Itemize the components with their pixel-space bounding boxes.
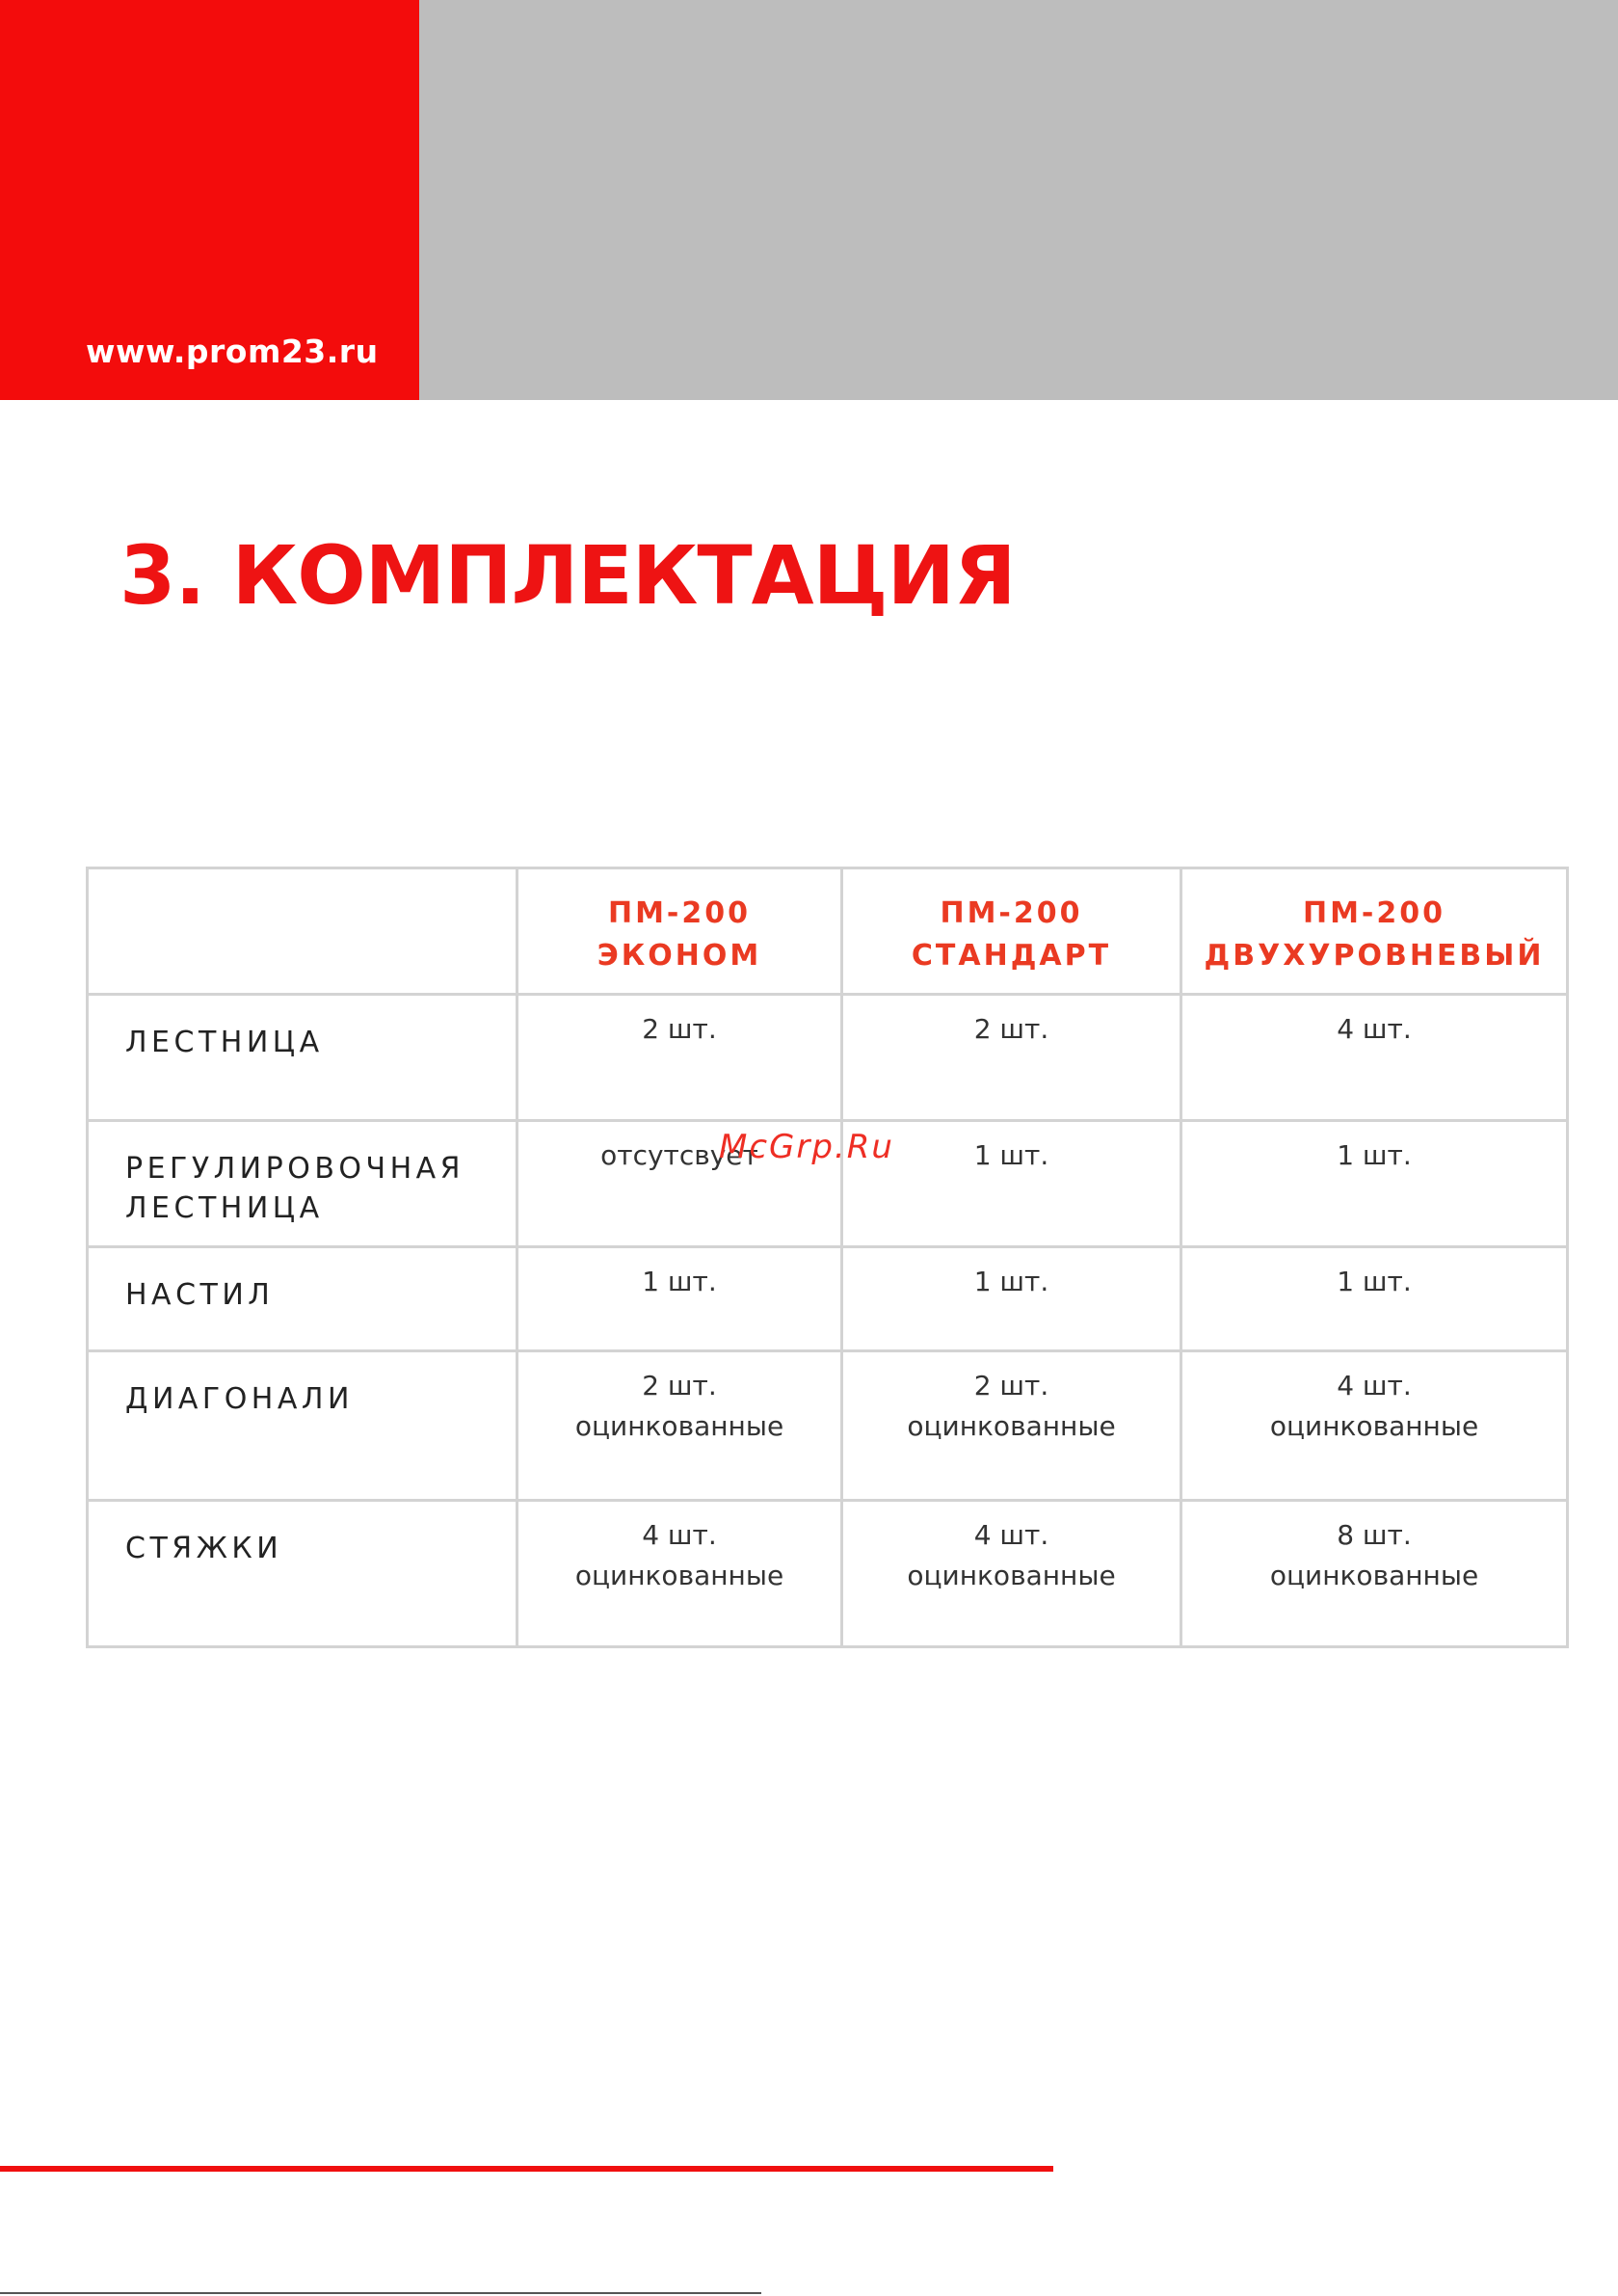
- footer-red-line: [0, 2166, 1053, 2172]
- row-label-diagonals: ДИАГОНАЛИ: [88, 1351, 517, 1501]
- column-header-variant: СТАНДАРТ: [911, 939, 1112, 973]
- cell-note: оцинкованные: [1269, 1560, 1479, 1591]
- table-corner-cell: [88, 868, 517, 995]
- cell-note: оцинкованные: [907, 1410, 1116, 1442]
- row-label-deck: НАСТИЛ: [88, 1247, 517, 1351]
- cell-qty: 2 шт.: [973, 1370, 1049, 1402]
- table-cell: [517, 1247, 842, 1351]
- table-row: [88, 1501, 1568, 1647]
- column-header-model: ПМ-200: [1302, 896, 1446, 930]
- column-header-two-level: [1181, 868, 1568, 995]
- table-row: [88, 995, 1568, 1121]
- watermark: McGrp.Ru: [719, 1128, 894, 1166]
- column-header-model: ПМ-200: [940, 896, 1083, 930]
- cell-note: оцинкованные: [574, 1410, 784, 1442]
- cell-qty: 1 шт.: [1337, 1139, 1412, 1171]
- cell-qty: 4 шт.: [1337, 1013, 1412, 1045]
- row-label-adjustable-ladder: [88, 1121, 517, 1247]
- cell-qty: 1 шт.: [973, 1139, 1049, 1171]
- table-cell: [1181, 1247, 1568, 1351]
- table-cell: [1181, 1351, 1568, 1501]
- cell-qty: 4 шт.: [973, 1519, 1049, 1551]
- table-cell: [517, 1351, 842, 1501]
- header-gray-block: [419, 0, 1618, 400]
- cell-qty: 8 шт.: [1337, 1519, 1412, 1551]
- cell-qty: 4 шт.: [1337, 1370, 1412, 1402]
- table-cell: [842, 1501, 1181, 1647]
- table-cell: [517, 995, 842, 1121]
- cell-qty: 1 шт.: [642, 1266, 717, 1297]
- row-label-ladder: ЛЕСТНИЦА: [88, 995, 517, 1121]
- table-header-row: [88, 868, 1568, 995]
- cell-qty: отсутсвует: [600, 1139, 758, 1171]
- page-title: 3. КОМПЛЕКТАЦИЯ: [119, 528, 1016, 623]
- cell-qty: 1 шт.: [973, 1266, 1049, 1297]
- column-header-standard: [842, 868, 1181, 995]
- table-cell: [517, 1501, 842, 1647]
- cell-qty: 2 шт.: [642, 1013, 717, 1045]
- table-cell: [1181, 1501, 1568, 1647]
- column-header-variant: ДВУХУРОВНЕВЫЙ: [1204, 939, 1545, 973]
- cell-qty: 2 шт.: [642, 1370, 717, 1402]
- footer-thin-line: [0, 2292, 761, 2294]
- table-cell: [1181, 1121, 1568, 1247]
- row-label-line: ЛЕСТНИЦА: [125, 1191, 324, 1225]
- table-row: [88, 1247, 1568, 1351]
- cell-qty: 4 шт.: [642, 1519, 717, 1551]
- cell-qty: 1 шт.: [1337, 1266, 1412, 1297]
- column-header-econom: [517, 868, 842, 995]
- cell-note: оцинкованные: [1269, 1410, 1479, 1442]
- site-url-link[interactable]: www.prom23.ru: [86, 333, 379, 370]
- table-row: [88, 1351, 1568, 1501]
- cell-note: оцинкованные: [574, 1560, 784, 1591]
- table-cell: [1181, 995, 1568, 1121]
- row-label-ties: СТЯЖКИ: [88, 1501, 517, 1647]
- table-cell: [842, 1351, 1181, 1501]
- row-label-line: РЕГУЛИРОВОЧНАЯ: [125, 1152, 465, 1186]
- table-cell: [842, 995, 1181, 1121]
- table-cell: [842, 1247, 1181, 1351]
- cell-qty: 2 шт.: [973, 1013, 1049, 1045]
- column-header-variant: ЭКОНОМ: [597, 939, 762, 973]
- column-header-model: ПМ-200: [607, 896, 752, 930]
- equipment-table: [86, 867, 1569, 1648]
- cell-note: оцинкованные: [907, 1560, 1116, 1591]
